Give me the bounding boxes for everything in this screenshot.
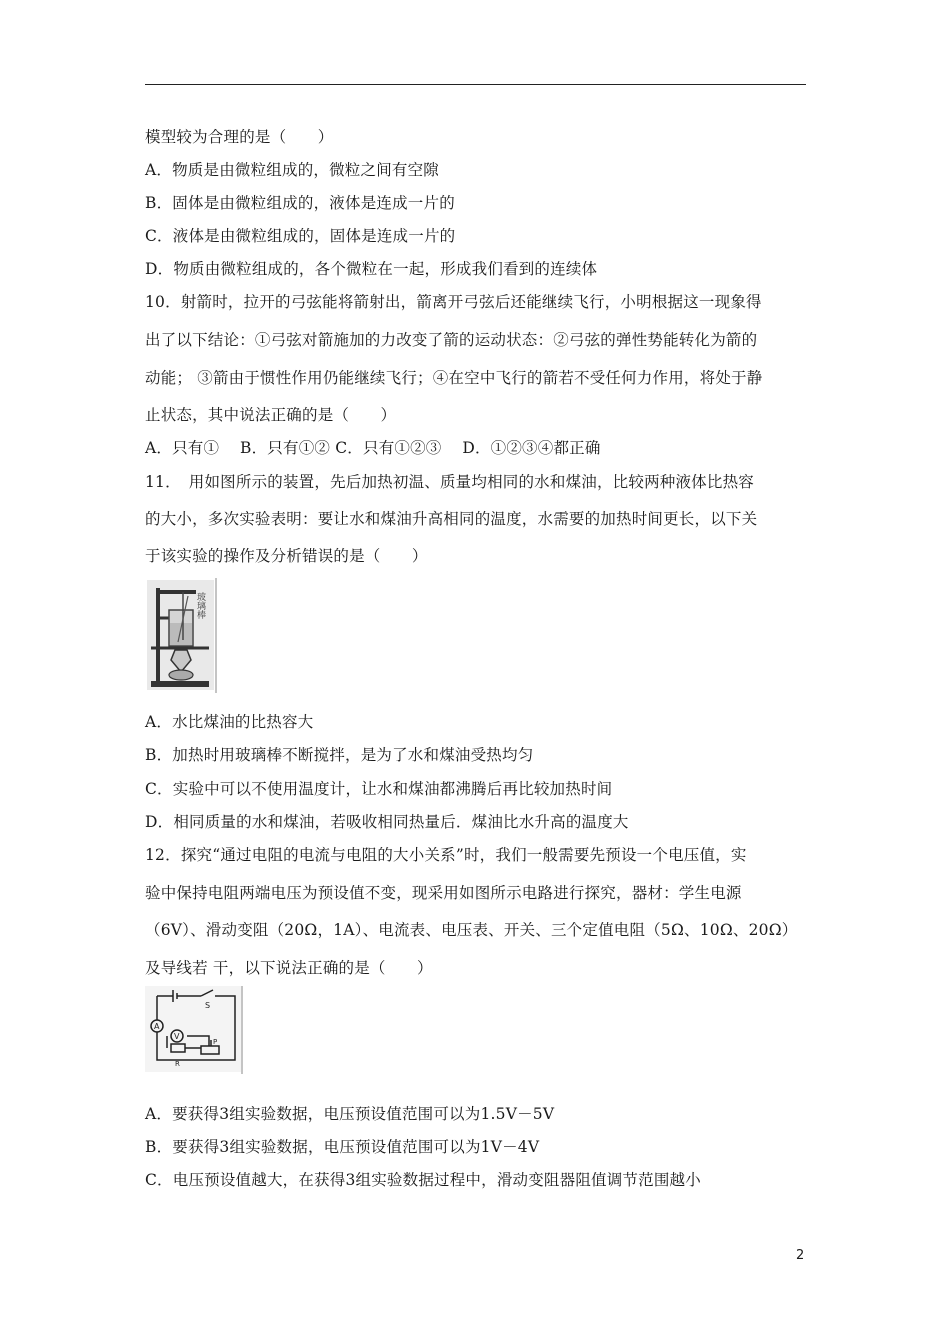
voltmeter-label: V: [174, 1032, 180, 1041]
question-10: 10．射箭时，拉开的弓弦能将箭射出，箭离开弓弦后还能继续飞行，小明根据这一现象得: [145, 293, 762, 311]
text-line: D．相同质量的水和煤油，若吸收相同热量后．煤油比水升高的温度大: [145, 813, 629, 831]
text-line: B．要获得3组实验数据，电压预设值范围可以为1V－4V: [145, 1138, 540, 1156]
glass-rod-label: 玻璃棒: [195, 592, 205, 619]
text-line: 出了以下结论：①弓弦对箭施加的力改变了箭的运动状态：②弓弦的弹性势能转化为箭的: [145, 331, 758, 349]
text-line: 及导线若 干，以下说法正确的是（ ）: [145, 959, 433, 977]
question-11: 11． 用如图所示的装置，先后加热初温、质量均相同的水和煤油，比较两种液体比热容: [145, 473, 754, 491]
text-line: 的大小，多次实验表明：要让水和煤油升高相同的温度，水需要的加热时间更长，以下关: [145, 510, 758, 528]
text-line: 模型较为合理的是（ ）: [145, 128, 334, 146]
heating-apparatus-figure: [145, 578, 220, 693]
text-line: C．电压预设值越大，在获得3组实验数据过程中，滑动变阻器阻值调节范围越小: [145, 1171, 701, 1189]
header-rule: [145, 84, 806, 85]
resistor-label: R: [175, 1060, 180, 1068]
circuit-diagram-figure: [145, 986, 245, 1074]
ammeter-label: A: [154, 1022, 160, 1031]
text-line: 动能； ③箭由于惯性作用仍能继续飞行；④在空中飞行的箭若不受任何力作用，将处于静: [145, 369, 763, 387]
rheostat-label: P: [213, 1038, 218, 1046]
text-line: A．物质是由微粒组成的，微粒之间有空隙: [145, 161, 439, 179]
text-line: A．水比煤油的比热容大: [145, 713, 314, 731]
text-line: D．物质由微粒组成的，各个微粒在一起，形成我们看到的连续体: [145, 260, 598, 278]
text-line: （6V）、滑动变阻（20Ω，1A）、电流表、电压表、开关、三个定值电阻（5Ω、10Ω、20Ω）: [145, 921, 798, 939]
text-line: 验中保持电阻两端电压为预设值不变，现采用如图所示电路进行探究，器材：学生电源: [145, 884, 742, 902]
question-12: 12．探究“通过电阻的电流与电阻的大小关系”时，我们一般需要先预设一个电压值，实: [145, 846, 747, 864]
page-number: 2: [796, 1248, 805, 1263]
text-line: 止状态，其中说法正确的是（ ）: [145, 406, 397, 424]
text-line: C．液体是由微粒组成的，固体是连成一片的: [145, 227, 456, 245]
text-line: B．固体是由微粒组成的，液体是连成一片的: [145, 194, 455, 212]
switch-label: S: [205, 1001, 211, 1010]
text-line: 于该实验的操作及分析错误的是（ ）: [145, 547, 428, 565]
text-line: C．实验中可以不使用温度计，让水和煤油都沸腾后再比较加热时间: [145, 780, 613, 798]
text-line: B．加热时用玻璃棒不断搅拌，是为了水和煤油受热均匀: [145, 746, 534, 764]
text-line: A．要获得3组实验数据，电压预设值范围可以为1.5V－5V: [145, 1105, 555, 1123]
text-line: A．只有① B．只有①② C．只有①②③ D．①②③④都正确: [145, 439, 601, 457]
